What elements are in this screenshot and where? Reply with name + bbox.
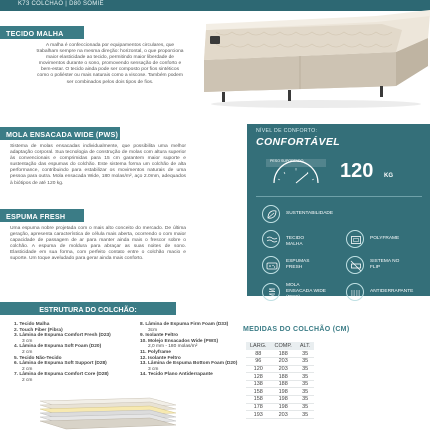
measures-header-row: [246, 342, 314, 350]
table-row: 128 188 35: [246, 373, 314, 381]
foam-icon: [262, 256, 280, 274]
layer-detail: 2 cm: [22, 377, 33, 383]
anti-slip-icon: [346, 283, 364, 301]
layer-detail: 2,0 mm - 180 molas/m²: [148, 344, 198, 350]
weight-value: 120: [340, 160, 374, 182]
layer-item: 3. Lâmina de Espuma Comfort Fresh (D23): [14, 333, 111, 339]
measures-table: [246, 342, 314, 419]
layer-item: 12. Isolante Feltro: [140, 355, 181, 361]
layer-item: 11. Polyframe: [140, 349, 171, 355]
comfort-value: CONFORTÁVEL: [256, 136, 341, 148]
structure-list-right: [140, 322, 244, 378]
layer-item: 9. Isolante Feltro: [140, 333, 179, 339]
layer-detail: 2 cm: [22, 349, 33, 355]
panel-divider: [256, 196, 422, 197]
comfort-label: NÍVEL DE CONFORTO:: [256, 128, 318, 134]
structure-list-left: [14, 322, 142, 384]
section-text-espuma-fresh: Uma espuma nobre projetada com o mais alto conceito do mercado. De última geração, apresenta característica de célula mais aberta, ocorrendo o com maior capacidade de passagem de ar para manter ainda mais o frescor sobre o colchão. A espuma de moldura para abraçar as suas noites de sono. Elasticidade em sua forma, com perfeito contato entre o colchão macio e suporte. Um toque aveludado para gerar ainda mais conforto.: [10, 226, 186, 262]
section-text-mola-ensacada: Sistema de molas ensacadas individualmente, que possibilita uma melhor adaptação corporal. Sua tecnologia de construção de molas com altura superior às convencionais e comprimidas para 15 cm garantem maior suporte e sustentação das espumas do colchão. Este sistema forma um colchão de alta performance, contribuindo para estabilizar os movimentos naturais de uma pessoa para outra. Mola ensacada Wide, 180 molas/m², aço 2.0mm, adequados à biótipos de até 120 kg.: [10, 144, 186, 186]
section-title-tecido-malha: TECIDO MALHA: [0, 26, 84, 39]
layer-item: 8. Lâmina de Espuma Firm Foam (D33): [140, 322, 229, 327]
structure-title: ESTRUTURA DO COLCHÃO:: [0, 302, 176, 315]
feature-label: ESPUMAS FRESH: [286, 259, 310, 270]
weight-unit: KG: [384, 173, 393, 179]
layer-detail: 3 cm: [22, 338, 33, 344]
layer-detail: 3cm: [148, 327, 158, 333]
section-title-espuma-fresh: ESPUMA FRESH: [0, 209, 84, 222]
feature-label: ANTIDERRAPANTE: [370, 289, 414, 294]
layers-illustration: [30, 397, 180, 430]
layer-item: 4. Lâmina de Espuma Soft Foam (D20): [14, 344, 102, 350]
weight-caption: PESO SUPORTADO: [270, 159, 304, 163]
table-row: 96 203 35: [246, 358, 314, 366]
feature-label: SUSTENTABILIDADE: [286, 211, 334, 216]
product-photo: [196, 8, 430, 108]
layer-item: 13. Lâmina de Espuma Bottom Foam (D20): [140, 361, 238, 367]
table-row: 158 198 35: [246, 388, 314, 396]
section-title-mola-ensacada: MOLA ENSACADA WIDE (PWS): [0, 127, 120, 140]
header-line: K73 COLCHÃO | D80 SOMIÊ: [18, 1, 104, 7]
layer-item: 7. Lâmina de Espuma Comfort Core (D28): [14, 372, 109, 378]
table-row: 120 203 35: [246, 365, 314, 373]
layer-item: 5. Tecido Não-Tecido: [14, 355, 62, 361]
no-flip-icon: [346, 256, 364, 274]
col-header: COMP.: [271, 342, 296, 350]
spring-icon: [262, 283, 280, 301]
feature-label: MOLA ENSACADA WIDE (PWS): [286, 283, 326, 300]
table-row: 178 198 35: [246, 403, 314, 411]
col-header: LARG.: [246, 342, 271, 350]
layer-detail: 2 cm: [22, 366, 33, 372]
layer-item: 10. Molejo Ensacados Wide (PWS): [140, 338, 219, 344]
layer-item: 1. Tecido Malha: [14, 322, 50, 327]
col-header: ALT.: [296, 342, 315, 350]
table-row: 88 188 35: [246, 350, 314, 358]
layer-item: 6. Lâmina de Espuma Soft Support (D28): [14, 361, 107, 367]
measures-title: MEDIDAS DO COLCHÃO (CM): [243, 326, 350, 333]
section-text-tecido-malha: A malha é confeccionada por equipamentos circulares, que trabalham sempre na mesma direção: horizontal, o que proporciona maior elasticidade ao tecido, permitindo maior liberdade de movimentos durante o sono, promovendo sensação de conforto e bem-estar. O tecido ainda pode ser composto por fios sintéticos como o poliéster ou mais naturais como a viscose. Também podem ser combinados pelos dois tipos de fios.: [36, 43, 184, 85]
table-row: 138 188 35: [246, 380, 314, 388]
frame-icon: [346, 230, 364, 248]
layer-detail: 3 cm: [148, 366, 159, 372]
leaf-icon: [262, 205, 280, 223]
fabric-icon: [262, 230, 280, 248]
table-row: 158 198 35: [246, 396, 314, 404]
layer-item: 2. Touch Fiber (Fibra): [14, 327, 63, 333]
feature-label: SISTEMA NO FLIP: [370, 259, 400, 270]
feature-label: TECIDO MALHA: [286, 236, 305, 247]
layer-item: 14. Tecido Plano Antiderrapante: [140, 372, 213, 378]
table-row: 193 203 35: [246, 411, 314, 419]
feature-label: POLYFRAME: [370, 236, 400, 241]
left-column: [0, 26, 196, 263]
